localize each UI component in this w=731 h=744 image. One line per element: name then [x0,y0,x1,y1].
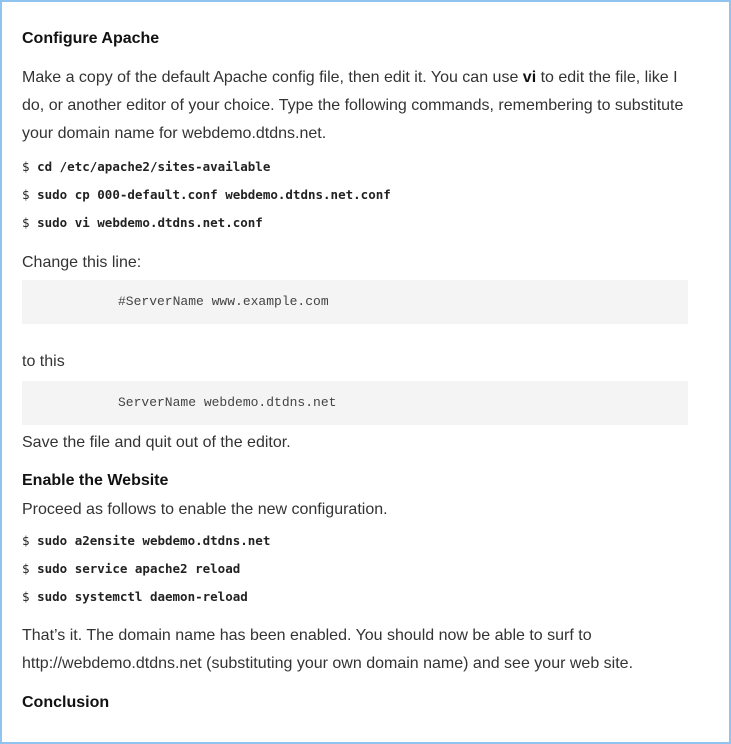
command-line [22,158,270,176]
command-line [22,214,263,232]
shell-prompt: $ [22,187,30,202]
heading-conclusion: Conclusion [22,694,110,711]
save-file-text: Save the file and quit out of the editor. [22,434,291,451]
website-outro-paragraph: That’s it. The domain name has been enabled. You should now be able to surf to http://webdemo.dtdns.net (substituting your own domain name) and see your web site. [22,627,634,672]
apache-intro-paragraph [22,64,688,148]
command-code: sudo cp 000-default.conf webdemo.dtdns.net.conf [37,187,391,202]
heading-enable-website: Enable the Website [22,472,169,489]
code-block-new-line [22,381,688,425]
code-new-line: ServerName webdemo.dtdns.net [118,395,337,410]
shell-prompt: $ [22,159,30,174]
command-line [22,588,248,606]
command-code: sudo vi webdemo.dtdns.net.conf [37,215,263,230]
code-old-line: #ServerName www.example.com [118,294,329,309]
vi-keyword: vi [522,69,537,86]
command-line [22,532,270,550]
command-code: sudo service apache2 reload [37,561,241,576]
command-line [22,560,240,578]
to-this-label: to this [22,353,65,370]
change-line-label: Change this line: [22,254,142,271]
code-block-old-line [22,280,688,324]
shell-prompt: $ [22,561,30,576]
heading-configure-apache: Configure Apache [22,30,160,47]
shell-prompt: $ [22,215,30,230]
apache-intro-text-1: Make a copy of the default Apache config file, then edit it. You can use [22,69,523,86]
command-code: sudo a2ensite webdemo.dtdns.net [37,533,271,548]
shell-prompt: $ [22,589,30,604]
apache-intro-text-2: to edit the file, like I do, or another editor of your choice. Type the following commands, remembering to substitute your domain name for webdemo.dtdns.net. [22,69,684,142]
website-intro-text: Proceed as follows to enable the new configuration. [22,501,388,518]
command-line [22,186,391,204]
shell-prompt: $ [22,533,30,548]
command-code: sudo systemctl daemon-reload [37,589,248,604]
command-code: cd /etc/apache2/sites-available [37,159,271,174]
